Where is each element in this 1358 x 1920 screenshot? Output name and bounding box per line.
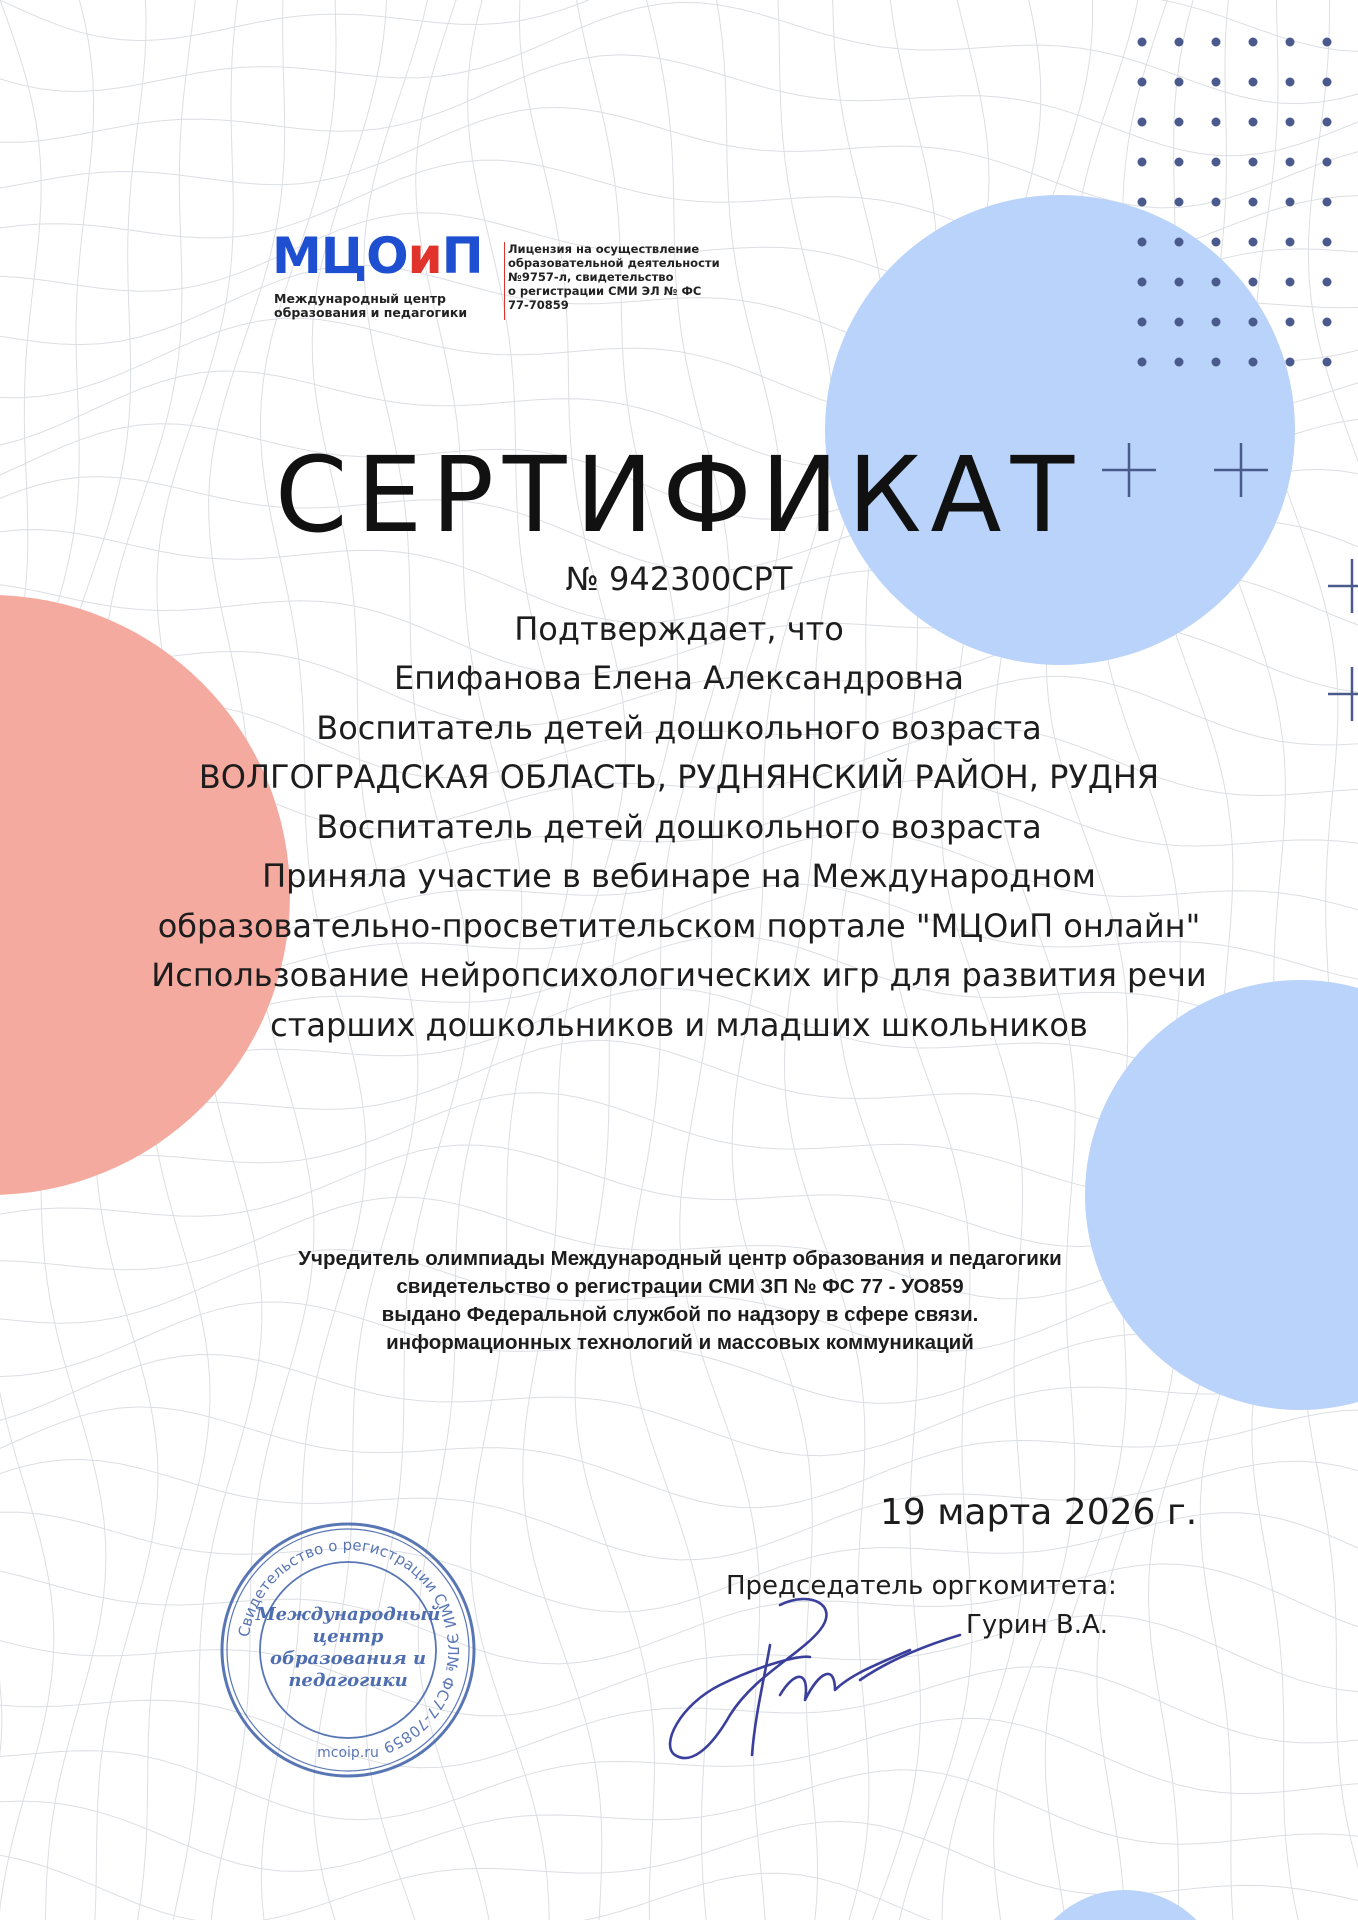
webinar-topic-line: Использование нейропсихологических игр для развития речи xyxy=(151,956,1207,994)
license-line: образовательной деятельности xyxy=(508,256,720,270)
stamp-ring-text: Свидетельство о регистрации СМИ ЭЛ№ ФС77-70859 xyxy=(234,1535,463,1757)
founder-note-line: свидетельство о регистрации СМИ ЗП № ФС 77 - УО859 xyxy=(396,1275,964,1298)
founder-note-line: Учредитель олимпиады Международный центр образования и педагогики xyxy=(298,1247,1062,1270)
logo-wordmark xyxy=(272,228,483,284)
blue-circle-bottom xyxy=(1025,1890,1225,1920)
founder-note-line: информационных технологий и массовых коммуникаций xyxy=(386,1331,974,1354)
stamp-center-line: центр xyxy=(312,1626,384,1647)
confirms-text: Подтверждает, что xyxy=(514,609,844,648)
license-line: №9757-л, свидетельство xyxy=(508,270,674,284)
stamp-center-line: образования и xyxy=(269,1648,427,1669)
license-line: Лицензия на осуществление xyxy=(508,242,700,256)
logo-subtitle-line: образования и педагогики xyxy=(274,305,468,320)
stamp-center-line: педагогики xyxy=(288,1670,408,1691)
stamp-site: mcoip.ru xyxy=(317,1745,379,1761)
license-text xyxy=(508,242,748,312)
participation-line: образовательно-просветительском портале "МЦОиП онлайн" xyxy=(157,906,1201,945)
recipient-position: Воспитатель детей дошкольного возраста xyxy=(316,708,1042,747)
founder-note xyxy=(180,1245,1180,1357)
logo-mark-part1: МЦО xyxy=(272,227,408,285)
webinar-topic-line: старших дошкольников и младших школьников xyxy=(270,1005,1088,1044)
stamp-center-line: Международный xyxy=(255,1604,441,1625)
recipient-location: ВОЛГОГРАДСКАЯ ОБЛАСТЬ, РУДНЯНСКИЙ РАЙОН, РУДНЯ xyxy=(198,758,1160,796)
certificate-body xyxy=(100,555,1258,1050)
chair-name: Гурин В.А. xyxy=(966,1610,1109,1640)
participation-line: Приняла участие в вебинаре на Международном xyxy=(262,857,1096,895)
chair-label: Председатель оргкомитета: xyxy=(726,1571,1117,1601)
chair-signature xyxy=(660,1585,980,1775)
brand-logo xyxy=(272,228,742,328)
license-line: 77-70859 xyxy=(508,298,569,312)
certificate-title: СЕРТИФИКАТ xyxy=(274,434,1084,556)
logo-mark-part3: П xyxy=(441,227,483,285)
logo-divider xyxy=(504,242,505,320)
logo-subtitle xyxy=(274,292,474,320)
certificate-number: № 942300СРТ xyxy=(565,560,793,598)
founder-note-line: выдано Федеральной службой по надзору в сфере связи. xyxy=(381,1303,979,1326)
logo-mark-part2: и xyxy=(407,227,442,285)
recipient-position-2: Воспитатель детей дошкольного возраста xyxy=(316,807,1042,846)
logo-subtitle-line: Международный центр xyxy=(274,291,446,306)
license-line: о регистрации СМИ ЭЛ № ФС xyxy=(508,284,702,298)
recipient-name: Епифанова Елена Александровна xyxy=(394,659,964,697)
official-stamp xyxy=(218,1520,478,1780)
issue-date: 19 марта 2026 г. xyxy=(880,1492,1198,1533)
